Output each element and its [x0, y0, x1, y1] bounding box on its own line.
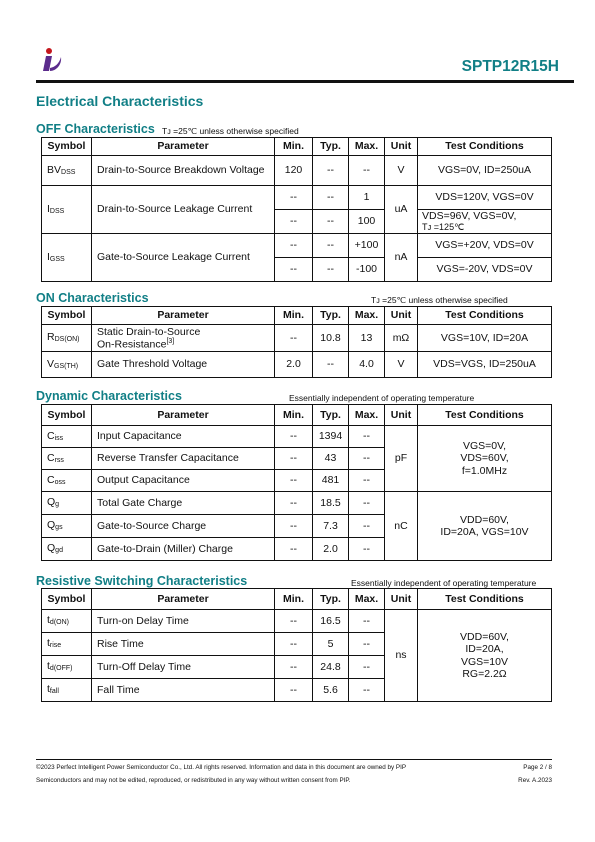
max-cell: -- — [349, 515, 385, 538]
col-test: Test Conditions — [418, 405, 552, 426]
test-condition-cell: VDS=96V, VGS=0V, Tᴊ =125℃ — [418, 210, 552, 234]
table-row — [42, 156, 552, 186]
parameter-cell: Gate-to-Source Leakage Current — [92, 234, 275, 282]
parameter-cell: Output Capacitance — [92, 470, 275, 492]
col-symbol: Symbol — [42, 405, 92, 426]
table-header-row — [42, 405, 552, 426]
typ-cell: -- — [313, 186, 349, 210]
col-symbol: Symbol — [42, 138, 92, 156]
table-row — [42, 352, 552, 378]
symbol-cell: $t_{fall}$ — [42, 679, 92, 702]
table-row — [42, 492, 552, 515]
footer — [36, 764, 552, 784]
max-cell: -100 — [349, 258, 385, 282]
on-characteristics-table — [41, 306, 552, 378]
max-cell: 4.0 — [349, 352, 385, 378]
on-section-note: Tᴊ =25℃ unless otherwise specified — [371, 295, 508, 305]
switching-characteristics-table — [41, 588, 552, 702]
parameter-cell: Gate-to-Source Charge — [92, 515, 275, 538]
symbol-cell: $C_{oss}$ — [42, 470, 92, 492]
parameter-cell: Drain-to-Source Leakage Current — [92, 186, 275, 234]
max-cell: 1 — [349, 186, 385, 210]
max-cell: -- — [349, 492, 385, 515]
unit-cell: nA — [385, 234, 418, 282]
symbol-cell: $t_{rise}$ — [42, 633, 92, 656]
symbol-cell: $C_{iss}$ — [42, 426, 92, 448]
table-header-row — [42, 138, 552, 156]
footer-page: Page 2 / 8 — [523, 764, 552, 771]
typ-cell: 18.5 — [313, 492, 349, 515]
symbol-cell: $I_{DSS}$ — [42, 186, 92, 234]
table-header-row — [42, 307, 552, 325]
table-row — [42, 610, 552, 633]
symbol-cell: $I_{GSS}$ — [42, 234, 92, 282]
col-test: Test Conditions — [418, 307, 552, 325]
col-min: Min. — [275, 138, 313, 156]
typ-cell: 5.6 — [313, 679, 349, 702]
col-typ: Typ. — [313, 307, 349, 325]
min-cell: -- — [275, 633, 313, 656]
test-condition-cell: VGS=10V, ID=20A — [418, 325, 552, 352]
col-max: Max. — [349, 138, 385, 156]
test-condition-cell: VGS=0V, ID=250uA — [418, 156, 552, 186]
min-cell: -- — [275, 325, 313, 352]
parameter-cell: Gate Threshold Voltage — [92, 352, 275, 378]
col-parameter: Parameter — [92, 307, 275, 325]
unit-cell: pF — [385, 426, 418, 492]
min-cell: 120 — [275, 156, 313, 186]
col-parameter: Parameter — [92, 138, 275, 156]
test-condition-cell: VDD=60V, ID=20A, VGS=10V RG=2.2Ω — [418, 610, 552, 702]
footer-copyright: ©2023 Perfect Intelligent Power Semiconductor Co., Ltd. All rights reserved. Information and data in this document are owned by PIP — [36, 764, 407, 771]
min-cell: -- — [275, 538, 313, 561]
col-parameter: Parameter — [92, 589, 275, 610]
max-cell: -- — [349, 633, 385, 656]
parameter-cell: Drain-to-Source Breakdown Voltage — [92, 156, 275, 186]
col-max: Max. — [349, 307, 385, 325]
parameter-cell: Gate-to-Drain (Miller) Charge — [92, 538, 275, 561]
max-cell: 13 — [349, 325, 385, 352]
col-typ: Typ. — [313, 405, 349, 426]
symbol-cell: $BV_{DSS}$ — [42, 156, 92, 186]
parameter-cell: Total Gate Charge — [92, 492, 275, 515]
col-unit: Unit — [385, 138, 418, 156]
off-section-title: OFF Characteristics — [36, 122, 155, 136]
test-condition-cell: VGS=+20V, VDS=0V — [418, 234, 552, 258]
table-row — [42, 234, 552, 258]
symbol-cell: $C_{rss}$ — [42, 448, 92, 470]
test-condition-cell: VDD=60V, ID=20A, VGS=10V — [418, 492, 552, 561]
typ-cell: 43 — [313, 448, 349, 470]
min-cell: -- — [275, 656, 313, 679]
footer-revision: Rev. A.2023 — [518, 777, 552, 784]
dynamic-section-title: Dynamic Characteristics — [36, 389, 182, 403]
test-condition-cell: VGS=-20V, VDS=0V — [418, 258, 552, 282]
footer-notice: Semiconductors and may not be edited, reproduced, or redistributed in any way without written consent from PIP. — [36, 777, 351, 784]
dynamic-section-note: Essentially independent of operating temperature — [289, 393, 475, 403]
min-cell: -- — [275, 426, 313, 448]
typ-cell: 481 — [313, 470, 349, 492]
col-symbol: Symbol — [42, 307, 92, 325]
col-symbol: Symbol — [42, 589, 92, 610]
col-test: Test Conditions — [418, 138, 552, 156]
symbol-cell: $Q_{gd}$ — [42, 538, 92, 561]
min-cell: -- — [275, 448, 313, 470]
max-cell: -- — [349, 679, 385, 702]
max-cell: -- — [349, 538, 385, 561]
col-max: Max. — [349, 589, 385, 610]
parameter-cell: Turn-on Delay Time — [92, 610, 275, 633]
symbol-cell: $t_{d(OFF)}$ — [42, 656, 92, 679]
typ-cell: -- — [313, 210, 349, 234]
typ-cell: 5 — [313, 633, 349, 656]
off-section-note: Tᴊ =25℃ unless otherwise specified — [162, 126, 299, 136]
page-title: Electrical Characteristics — [36, 93, 204, 109]
part-number: SPTP12R15H — [461, 58, 559, 75]
unit-cell: V — [385, 156, 418, 186]
min-cell: -- — [275, 234, 313, 258]
parameter-cell: Static Drain-to-Source On-Resistance[3] — [92, 325, 275, 352]
parameter-cell: Fall Time — [92, 679, 275, 702]
parameter-cell: Turn-Off Delay Time — [92, 656, 275, 679]
typ-cell: 16.5 — [313, 610, 349, 633]
symbol-cell: $Q_g$ — [42, 492, 92, 515]
dynamic-characteristics-table — [41, 404, 552, 561]
min-cell: -- — [275, 210, 313, 234]
min-cell: 2.0 — [275, 352, 313, 378]
col-unit: Unit — [385, 405, 418, 426]
footer-rule — [36, 759, 552, 760]
col-typ: Typ. — [313, 589, 349, 610]
symbol-cell: $Q_{gs}$ — [42, 515, 92, 538]
col-unit: Unit — [385, 307, 418, 325]
typ-cell: -- — [313, 258, 349, 282]
min-cell: -- — [275, 515, 313, 538]
min-cell: -- — [275, 470, 313, 492]
typ-cell: 10.8 — [313, 325, 349, 352]
pip-logo — [42, 47, 64, 73]
col-unit: Unit — [385, 589, 418, 610]
min-cell: -- — [275, 186, 313, 210]
typ-cell: 24.8 — [313, 656, 349, 679]
min-cell: -- — [275, 258, 313, 282]
max-cell: -- — [349, 470, 385, 492]
symbol-cell: $t_{d(ON)}$ — [42, 610, 92, 633]
min-cell: -- — [275, 679, 313, 702]
off-characteristics-table — [41, 137, 552, 282]
max-cell: -- — [349, 610, 385, 633]
col-min: Min. — [275, 405, 313, 426]
col-typ: Typ. — [313, 138, 349, 156]
switching-section-title: Resistive Switching Characteristics — [36, 574, 248, 588]
table-row — [42, 426, 552, 448]
table-header-row — [42, 589, 552, 610]
unit-cell: ns — [385, 610, 418, 702]
min-cell: -- — [275, 492, 313, 515]
typ-cell: -- — [313, 352, 349, 378]
header-rule — [36, 80, 574, 83]
table-row — [42, 325, 552, 352]
typ-cell: 7.3 — [313, 515, 349, 538]
parameter-cell: Rise Time — [92, 633, 275, 656]
test-condition-cell: VDS=120V, VGS=0V — [418, 186, 552, 210]
test-condition-cell: VDS=VGS, ID=250uA — [418, 352, 552, 378]
unit-cell: V — [385, 352, 418, 378]
symbol-cell: $R_{DS(ON)}$ — [42, 325, 92, 352]
max-cell: -- — [349, 426, 385, 448]
symbol-cell: $V_{GS(TH)}$ — [42, 352, 92, 378]
typ-cell: 1394 — [313, 426, 349, 448]
parameter-cell: Reverse Transfer Capacitance — [92, 448, 275, 470]
max-cell: 100 — [349, 210, 385, 234]
typ-cell: -- — [313, 156, 349, 186]
switching-section-note: Essentially independent of operating temperature — [351, 578, 537, 588]
max-cell: -- — [349, 656, 385, 679]
col-min: Min. — [275, 589, 313, 610]
table-row — [42, 186, 552, 210]
col-max: Max. — [349, 405, 385, 426]
col-parameter: Parameter — [92, 405, 275, 426]
max-cell: -- — [349, 448, 385, 470]
col-test: Test Conditions — [418, 589, 552, 610]
test-condition-cell: VGS=0V, VDS=60V, f=1.0MHz — [418, 426, 552, 492]
on-section-title: ON Characteristics — [36, 291, 149, 305]
unit-cell: uA — [385, 186, 418, 234]
col-min: Min. — [275, 307, 313, 325]
min-cell: -- — [275, 610, 313, 633]
unit-cell: mΩ — [385, 325, 418, 352]
max-cell: +100 — [349, 234, 385, 258]
typ-cell: -- — [313, 234, 349, 258]
unit-cell: nC — [385, 492, 418, 561]
typ-cell: 2.0 — [313, 538, 349, 561]
parameter-cell: Input Capacitance — [92, 426, 275, 448]
max-cell: -- — [349, 156, 385, 186]
